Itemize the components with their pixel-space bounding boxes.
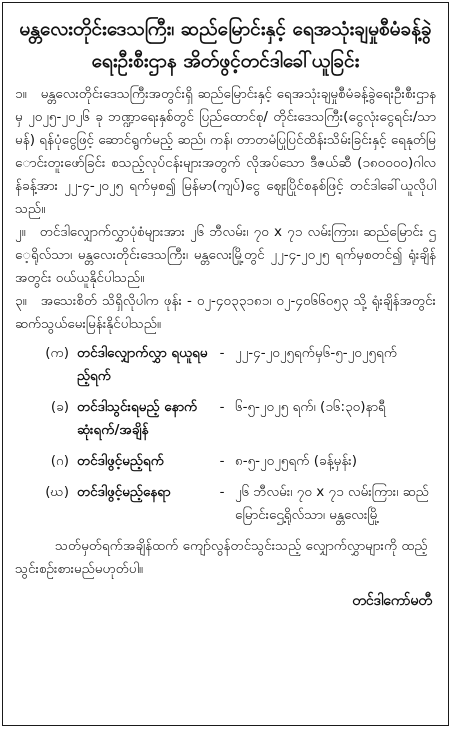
schedule-label: တင်ဒါဖွင့်မည့်ရက် <box>77 453 164 469</box>
schedule-label: တင်ဒါလျှောက်လွှာ ရယူရမည့်ရက် <box>77 345 208 384</box>
schedule-dash: - <box>219 453 225 469</box>
schedule-letter: (က) <box>45 345 69 361</box>
tender-notice <box>2 2 449 726</box>
paragraph-text: တင်ဒါလျှောက်လွှာပုံစံများအား ၂၆ ဘီလမ်း၊ ၇၀ x ၇၁ လမ်းကြား၊ ဆည်မြောင်း ဌေ့ရိုလ်သာ၊ မန္တလေးတိုင်းဒေသကြီး၊ မန္တလေးမြို့တွင် ၂၂-၄-၂၀၂၅ ရက်မှစတင်၍ ရုံးချိန်အတွင်း ဝယ်ယူနိုင်ပါသည်။ <box>15 224 436 286</box>
schedule-dash: - <box>219 484 225 500</box>
schedule-letter: (ခ) <box>50 399 69 415</box>
schedule-value: ၈-၅-၂၀၂၅ရက် (ခန့်မှန်း) <box>235 453 357 469</box>
notice-title: မန္တလေးတိုင်းဒေသကြီး၊ ဆည်မြောင်းနှင့် ရေအသုံးချမှုစီမံခန့်ခွဲရေးဦးစီးဌာန အိတ်ဖွင့်တင်ဒါခေါ်ယူခြင်း <box>19 18 432 72</box>
schedule-letter: (ဂ) <box>50 453 69 469</box>
closing-statement: သတ်မှတ်ရက်အချိန်ထက် ကျော်လွန်တင်သွင်းသည့် လျှောက်လွှာများကို ထည့်သွင်းစဉ်းစားမည်မဟုတ်ပါ။ <box>15 538 428 577</box>
schedule-row <box>15 396 436 442</box>
signature: တင်ဒါကော်မတီ <box>352 593 432 609</box>
schedule-value: ၂၂-၄-၂၀၂၅ရက်မှ၆-၅-၂၀၂၅ရက် <box>235 345 398 361</box>
paragraph-1 <box>15 83 436 221</box>
schedule-row <box>15 481 436 527</box>
schedule-value: ၆-၅-၂၀၂၅ ရက်၊ (၁၆:၃၀)နာရီ <box>235 399 386 415</box>
schedule-letter: (ဃ) <box>45 484 69 500</box>
schedule-row <box>15 450 436 473</box>
schedule-value: ၂၆ ဘီလမ်း၊ ၇၀ x ၇၁ လမ်းကြား၊ ဆည်မြောင်းဌေ့ရိုလ်သာ၊ မန္တလေးမြို့ <box>235 484 429 523</box>
schedule-dash: - <box>219 399 225 415</box>
paragraph-number: ၂။ <box>15 224 26 240</box>
paragraph-number: ၃။ <box>15 293 27 309</box>
schedule-row <box>15 342 436 388</box>
schedule-label: တင်ဒါသွင်းရမည့် နောက်ဆုံးရက်/အချိန် <box>77 399 198 438</box>
paragraph-2 <box>15 221 436 290</box>
paragraph-3 <box>15 290 436 336</box>
paragraph-text: အသေးစိတ် သိရှိလိုပါက ဖုန်း - ၀၂-၄၀၃၃၁၈၁၊ ၀၂-၄၀၆၆၀၅၃ သို့ ရုံးချိန်အတွင်း ဆက်သွယ်မေးမြန်းနိုင်ပါသည်။ <box>15 293 436 332</box>
tender-schedule <box>15 342 436 527</box>
paragraph-text: မန္တလေးတိုင်းဒေသကြီးအတွင်းရှိ ဆည်မြောင်းနှင့် ရေအသုံးချမှုစီမံခန့်ခွဲရေးဦးစီးဌာနမှ ၂၀၂၅-၂၀၂၆ ခု ဘဏ္ဍာရေးနှစ်တွင် ပြည်ထောင်စု/ တိုင်းဒေသကြီး(ငွေလုံးငွေရင်း/သာမန်) ရန်ပုံငွေဖြင့် ဆောင်ရွက်မည့် ဆည်၊ ကန်၊ တာတမံပြုပြင်ထိန်းသိမ်းခြင်းနှင့် ရေနုတ်မြောင်းတူးဖော်ခြင်း စသည့်လုပ်ငန်းများအတွက် လိုအပ်သော ဒီဇယ်ဆီ (၁၈၀၀၀၀)ဂါလန်ခန့်အား ၂၂-၄-၂၀၂၅ ရက်မှစ၍ မြန်မာ(ကျပ်)ငွေ ဈေးပြိုင်စနစ်ဖြင့် တင်ဒါခေါ်ယူလိုပါသည်။ <box>15 86 436 217</box>
schedule-dash: - <box>219 345 225 361</box>
paragraph-number: ၁။ <box>15 86 27 102</box>
schedule-label: တင်ဒါဖွင့်မည့်နေရာ <box>77 484 171 500</box>
